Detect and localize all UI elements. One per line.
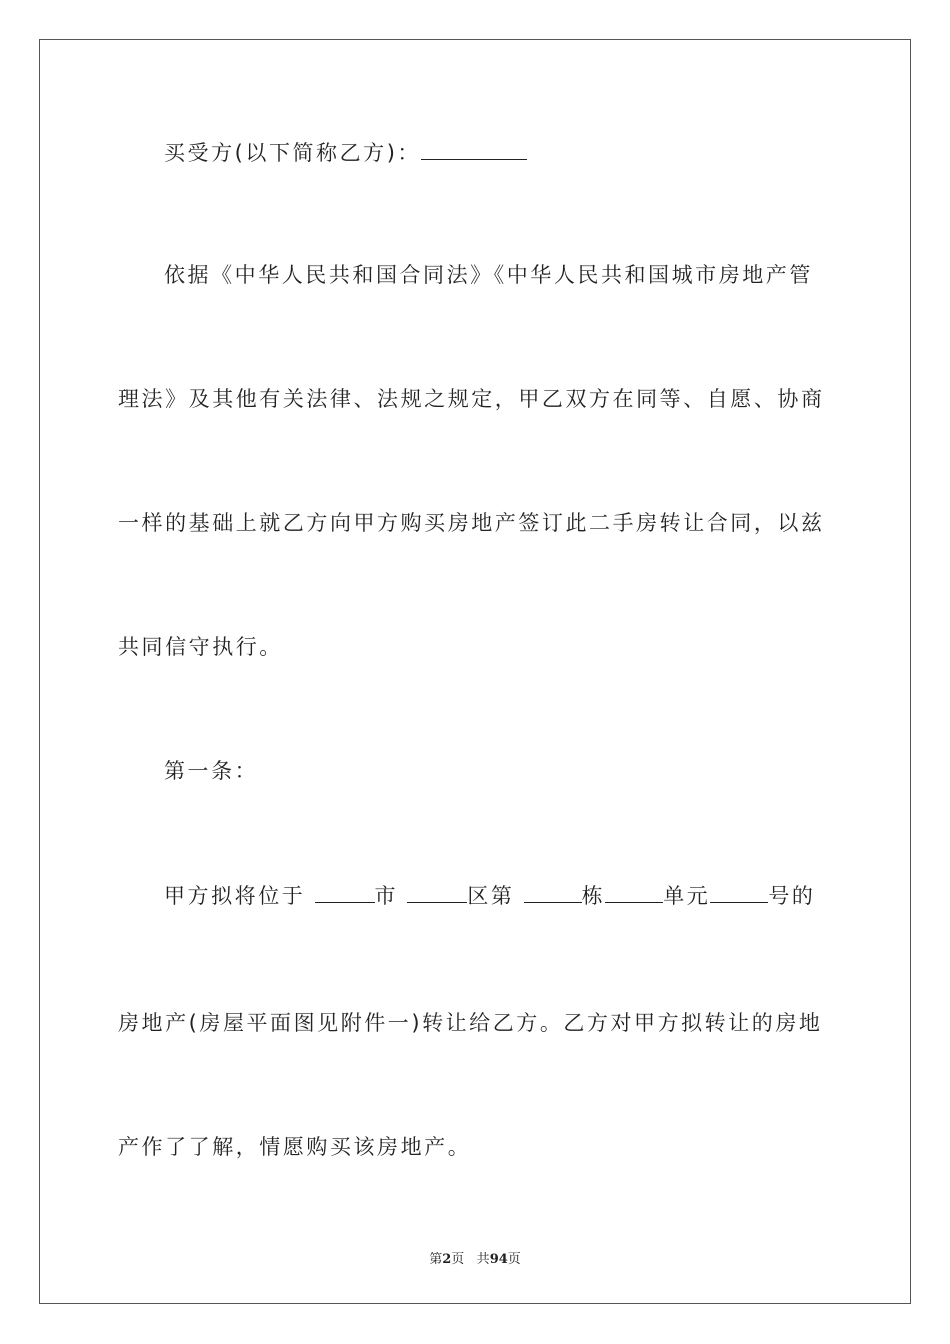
- buyer-line: [164, 139, 884, 166]
- page-footer: [0, 1248, 950, 1267]
- room-label: 号的: [768, 884, 816, 908]
- buyer-label: 买受方(以下简称乙方)：: [164, 141, 421, 165]
- paragraph-line: 理法》及其他有关法律、法规之规定，甲乙双方在同等、自愿、协商: [118, 387, 825, 411]
- page-border: [39, 39, 911, 1304]
- footer-page-suffix: 页: [451, 1252, 465, 1267]
- building-label: 栋: [581, 884, 606, 908]
- district-blank[interactable]: [407, 882, 467, 903]
- paragraph-line: 房地产(房屋平面图见附件一)转让给乙方。乙方对甲方拟转让的房地: [118, 1011, 823, 1035]
- footer-total-prefix: 共: [476, 1252, 490, 1267]
- city-label: 市: [374, 884, 408, 908]
- building-blank[interactable]: [524, 882, 582, 903]
- room-blank[interactable]: [710, 882, 768, 903]
- unit-label: 单元: [663, 884, 711, 908]
- paragraph-line: 产作了了解，情愿购买该房地产。: [118, 1135, 472, 1159]
- district-label: 区第: [467, 884, 524, 908]
- paragraph-line: 一样的基础上就乙方向甲方购买房地产签订此二手房转让合同，以兹: [118, 511, 825, 535]
- footer-total-pages: 94: [489, 1252, 508, 1267]
- footer-page-number: 2: [442, 1252, 452, 1267]
- footer-page-prefix: 第: [429, 1252, 443, 1267]
- location-text: 甲方拟将位于: [164, 884, 315, 908]
- unit-blank[interactable]: [605, 882, 663, 903]
- city-blank[interactable]: [315, 882, 375, 903]
- article-heading: 第一条：: [164, 759, 259, 783]
- paragraph-line: 共同信守执行。: [118, 635, 283, 659]
- buyer-name-blank[interactable]: [421, 139, 527, 160]
- property-location-line: [164, 882, 884, 909]
- footer-total-suffix: 页: [507, 1252, 521, 1267]
- paragraph-line: 依据《中华人民共和国合同法》《中华人民共和国城市房地产管: [164, 263, 813, 287]
